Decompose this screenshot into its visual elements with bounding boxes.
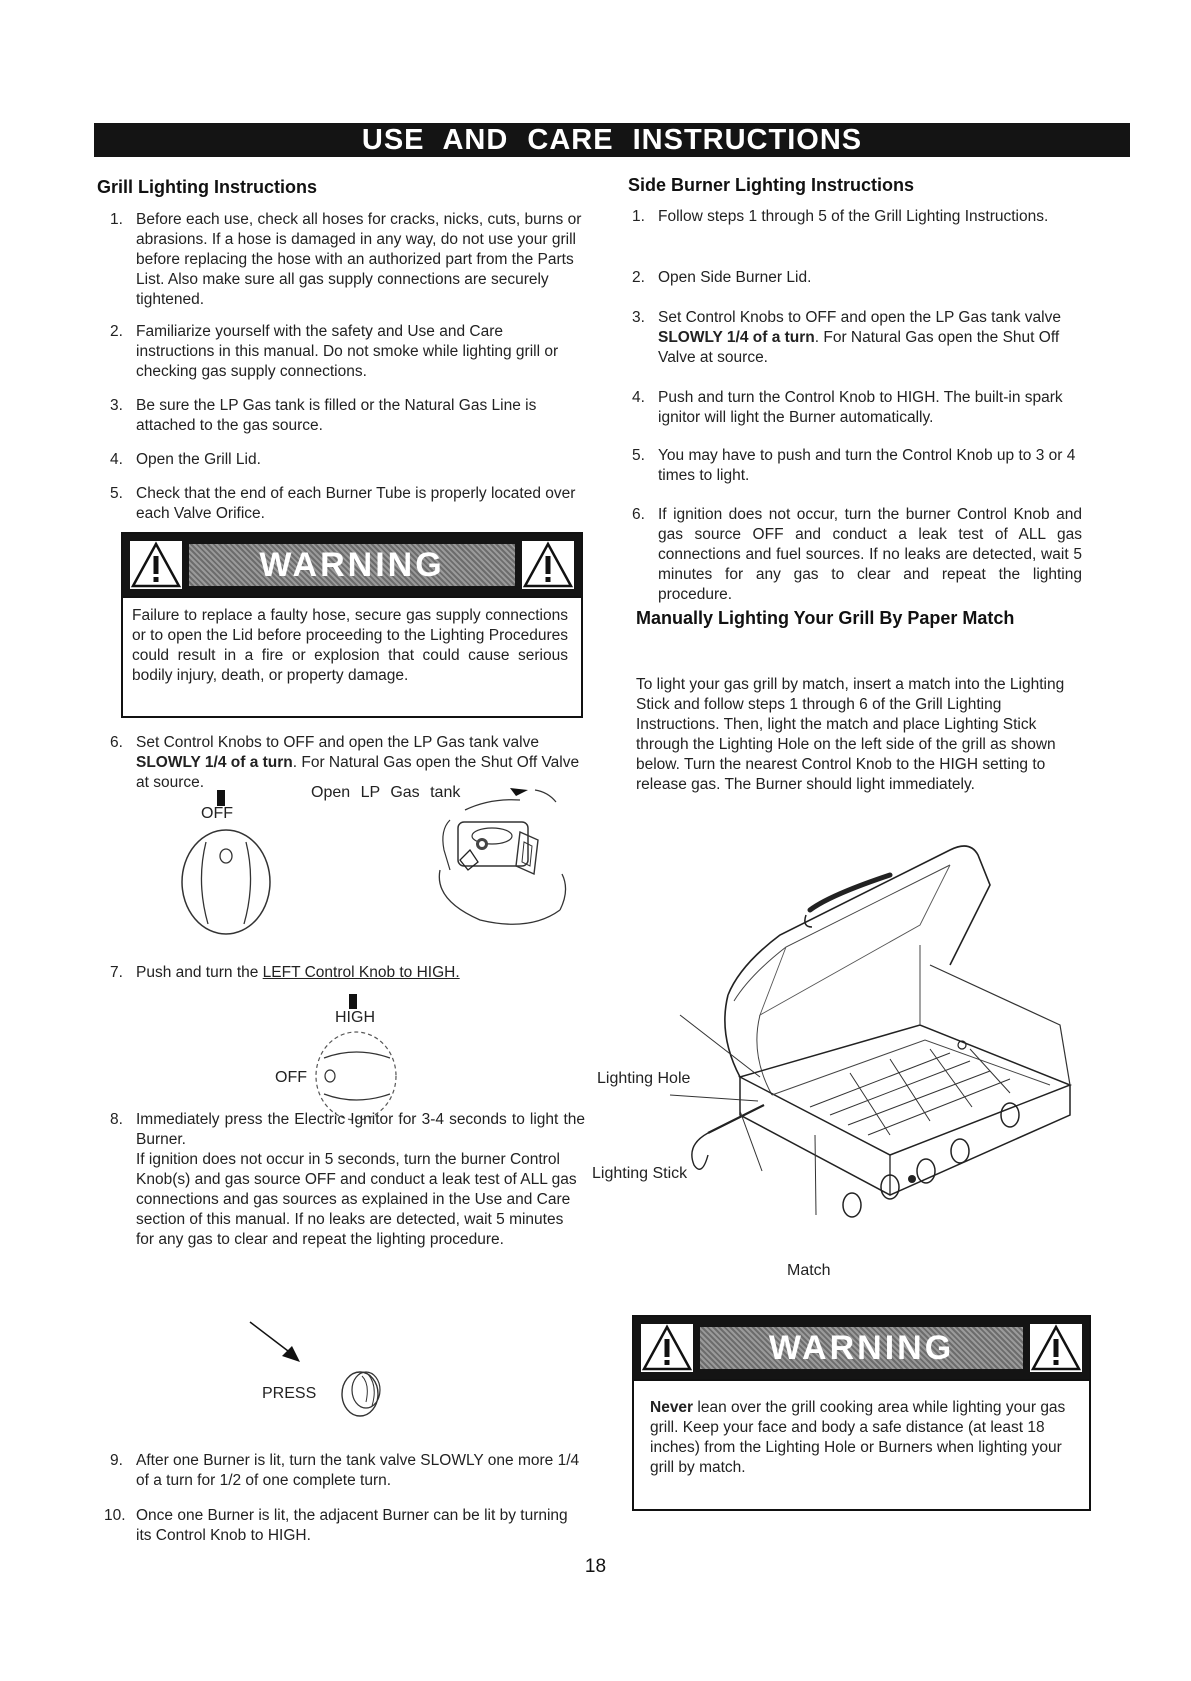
indicator-mark xyxy=(349,994,357,1009)
warning-text: Failure to replace a faulty hose, secure gas supply connections or to open the Lid before proceeding to the Lighting Procedures could result in a fire or explosion that could cause serious bodily injury, death, or property damage. xyxy=(132,607,568,684)
step-text: Follow steps 1 through 5 of the Grill Lighting Instructions. xyxy=(658,208,1049,225)
step-text: Set Control Knobs to OFF and open the LP Gas tank valve SLOWLY 1/4 of a turn. For Natural Gas open the Shut Off Valve at source. xyxy=(658,309,1061,366)
step-number: 6. xyxy=(632,506,645,523)
indicator-mark xyxy=(217,790,225,806)
underlined-text: LEFT Control Knob to HIGH. xyxy=(262,964,460,981)
step-text: Immediately press the Electric Ignitor for 3-4 seconds to light the Burner. xyxy=(136,1111,585,1148)
emphasis-text: SLOWLY 1/4 of a turn xyxy=(658,329,815,346)
step-number: 1. xyxy=(632,208,645,225)
step-text: Before each use, check all hoses for cracks, nicks, cuts, burns or abrasions. If a hose is damaged in any way, do not use your grill before replacing the hose with an authorized part from the Parts List. Also make sure all gas supply connections are securely tightened. xyxy=(136,211,582,308)
paper-match-paragraph: To light your gas grill by match, insert a match into the Lighting Stick and follow steps 1 through 6 of the Grill Lighting Instructions. Then, light the match and place Lighting Stick through the Lighting Hole on the left side of the grill as shown below. Turn the nearest Control Knob to the HIGH setting to release gas. The Burner should light immediately. xyxy=(636,676,1065,793)
step-number: 3. xyxy=(110,397,123,414)
warning-box-hose xyxy=(121,532,583,718)
step-number: 2. xyxy=(110,323,123,340)
warning-box-lean xyxy=(632,1315,1091,1511)
side-burner-heading: Side Burner Lighting Instructions xyxy=(628,175,915,195)
warning-header xyxy=(634,1317,1089,1381)
step-text: Push and turn the Control Knob to HIGH. The built-in spark ignitor will light the Burner automatically. xyxy=(658,389,1063,426)
step-text: You may have to push and turn the Control Knob up to 3 or 4 times to light. xyxy=(658,447,1076,484)
step-text: Once one Burner is lit, the adjacent Burner can be lit by turning its Control Knob to HIGH. xyxy=(136,1507,568,1544)
paper-match-heading: Manually Lighting Your Grill By Paper Match xyxy=(636,608,1015,628)
step-text: Be sure the LP Gas tank is filled or the Natural Gas Line is attached to the gas source. xyxy=(136,397,537,434)
off-label: OFF xyxy=(201,805,233,822)
off-label: OFF xyxy=(275,1069,307,1086)
emphasis-text: Never xyxy=(650,1399,694,1416)
lighting-hole-label: Lighting Hole xyxy=(597,1070,691,1087)
high-label: HIGH xyxy=(335,1009,375,1026)
step-text: Open Side Burner Lid. xyxy=(658,269,812,286)
left-step-8-detail: If ignition does not occur in 5 seconds, turn the burner Control Knob(s) and gas source OFF and conduct a leak test of ALL gas connections and gas sources as explained in the Use and Care section of this manual. If no leaks are detected, wait 5 minutes for any gas to clear and repeat the lighting procedure. xyxy=(136,1151,577,1248)
page-number: 18 xyxy=(584,1556,607,1577)
step-number: 1. xyxy=(110,211,123,228)
step-text: Open the Grill Lid. xyxy=(136,451,261,468)
warning-header xyxy=(123,534,581,598)
warning-text: Never lean over the grill cooking area while lighting your gas grill. Keep your face and body a safe distance (at least 18 inches) from the Lighting Hole or Burners when lighting your grill by match. xyxy=(650,1399,1066,1476)
step-number: 4. xyxy=(632,389,645,406)
step-text: Familiarize yourself with the safety and Use and Care instructions in this manual. Do not smoke while lighting grill or checking gas supply connections. xyxy=(136,323,559,380)
step-text: If ignition does not occur, turn the burner Control Knob and gas source OFF and conduct a leak test of ALL gas connections and fuel sources. If no leaks are detected, wait 5 minutes for any gas to clear and repeat the lighting procedure. xyxy=(658,506,1082,603)
press-label: PRESS xyxy=(262,1385,317,1402)
warning-title: WARNING xyxy=(259,546,445,584)
arrow-icon xyxy=(248,1320,308,1370)
lp-tank-valve-icon xyxy=(430,770,590,940)
step-number: 2. xyxy=(632,269,645,286)
step-text: Check that the end of each Burner Tube is properly located over each Valve Orifice. xyxy=(136,485,576,522)
control-knob-icon xyxy=(178,820,278,940)
ignitor-button-icon xyxy=(336,1362,392,1422)
lighting-stick-label: Lighting Stick xyxy=(592,1165,688,1182)
step-number: 5. xyxy=(632,447,645,464)
step-text: Set Control Knobs to OFF and open the LP Gas tank valve SLOWLY 1/4 of a turn. For Natural Gas open the Shut Off Valve at source. xyxy=(136,734,580,791)
grill-illustration xyxy=(590,815,1090,1275)
step-number: 5. xyxy=(110,485,123,502)
grill-lighting-heading: Grill Lighting Instructions xyxy=(97,177,317,197)
step-number: 4. xyxy=(110,451,123,468)
step-text: Push and turn the LEFT Control Knob to HIGH. xyxy=(136,964,460,981)
step-number: 7. xyxy=(110,964,123,981)
match-label: Match xyxy=(787,1262,831,1279)
step-number: 3. xyxy=(632,309,645,326)
step-number: 8. xyxy=(110,1111,123,1128)
step-number: 6. xyxy=(110,734,123,751)
page-banner-title: USE AND CARE INSTRUCTIONS xyxy=(94,123,1130,157)
step-number: 10. xyxy=(104,1507,126,1524)
warning-title: WARNING xyxy=(768,1329,955,1367)
step-number: 9. xyxy=(110,1452,123,1469)
open-tank-label: Open LP Gas tank xyxy=(311,784,461,801)
step-text: After one Burner is lit, turn the tank valve SLOWLY one more 1/4 of a turn for 1/2 of one complete turn. xyxy=(136,1452,580,1489)
emphasis-text: SLOWLY 1/4 of a turn xyxy=(136,754,293,771)
